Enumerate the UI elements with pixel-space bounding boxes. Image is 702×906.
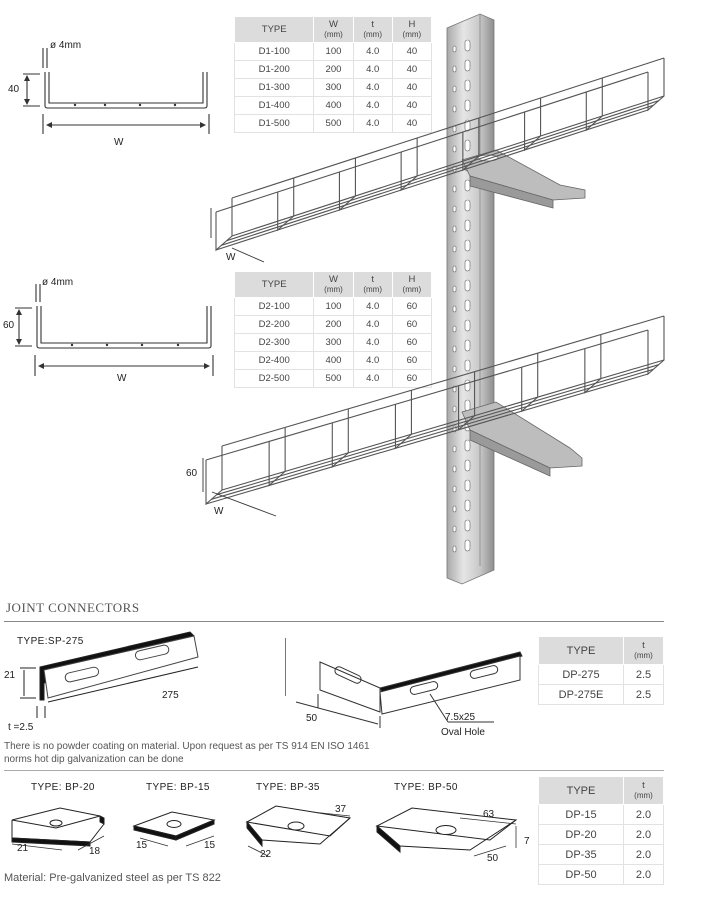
cell: D2-100 [235,298,314,316]
cell: DP-275 [539,665,624,685]
d2-col-t-label: t [371,273,374,285]
d2-col-type: TYPE [235,272,314,298]
cell: 60 [392,334,431,352]
cell: D1-100 [235,43,314,61]
cell: 400 [314,97,353,115]
cell: D1-500 [235,115,314,133]
bp20-type-label: TYPE: BP-20 [31,782,95,793]
profile-d2-width-label: W [117,373,127,384]
cell: D2-400 [235,352,314,370]
cell: 40 [392,97,431,115]
cell: 40 [392,115,431,133]
cell: D1-400 [235,97,314,115]
d2-col-h-label: H [408,273,416,285]
bp15-d1-label: 15 [136,840,148,851]
cell: DP-50 [539,865,624,885]
cell: DP-35 [539,845,624,865]
cell: 300 [314,79,353,97]
sp-height-label: 21 [4,670,16,681]
d2-col-w-unit: (mm) [324,284,343,294]
cell: 4.0 [353,43,392,61]
cell: 2.0 [624,805,664,825]
bp50-d2-label: 7 [524,836,530,847]
cell: 500 [314,115,353,133]
cell: 500 [314,370,353,388]
dp-bottom-col-type: TYPE [539,777,624,805]
cell: 400 [314,352,353,370]
cell: D2-300 [235,334,314,352]
cell: 60 [392,352,431,370]
cell: 4.0 [353,352,392,370]
cell: DP-15 [539,805,624,825]
sp-length-label: 275 [162,690,179,701]
d1-col-type: TYPE [235,17,314,43]
table-row [539,865,664,885]
cell: 2.0 [624,845,664,865]
profile-d2-wire-label: ø 4mm [42,277,74,288]
cell: 200 [314,316,353,334]
dp-top-col-t-label: t [642,639,645,651]
sp-thickness-label: t =2.5 [8,722,34,733]
bp20-d2-label: 18 [89,846,101,857]
d1-col-h-label: H [408,18,416,30]
bp50-d1-label: 63 [483,809,495,820]
bp50-d3-label: 50 [487,853,499,864]
table-row [539,805,664,825]
cell: DP-20 [539,825,624,845]
cell: 100 [314,43,353,61]
angle-length-label: 50 [306,713,318,724]
cell: 2.0 [624,865,664,885]
bp15-d2-label: 15 [204,840,216,851]
sp-type-label: TYPE:SP-275 [17,636,84,647]
cell: D1-300 [235,79,314,97]
cell: 2.5 [624,685,664,705]
bp35-type-label: TYPE: BP-35 [256,782,320,793]
tray2-w-label: W [214,506,224,517]
cell: 60 [392,298,431,316]
oval-size-label: 7.5x25 [445,712,476,723]
cell: 4.0 [353,61,392,79]
joint-connectors-title: JOINT CONNECTORS [6,600,140,615]
d1-col-t-label: t [371,18,374,30]
cell: 200 [314,61,353,79]
bp15-type-label: TYPE: BP-15 [146,782,210,793]
bp50-type-label: TYPE: BP-50 [394,782,458,793]
cell: 4.0 [353,370,392,388]
tray1-w-label: W [226,252,236,263]
profile-d2-height-label: 60 [3,320,15,331]
d1-col-w-label: W [329,18,338,30]
profile-d1-width-label: W [114,137,124,148]
d2-col-w-label: W [329,273,338,285]
d1-col-w-unit: (mm) [324,29,343,39]
cell: D2-500 [235,370,314,388]
material-note: Material: Pre-galvanized steel as per TS 822 [4,872,221,884]
tray2-h-label: 60 [186,468,198,479]
cell: 4.0 [353,115,392,133]
d2-col-t-unit: (mm) [363,284,382,294]
coating-note: There is no powder coating on material. Upon request as per TS 914 EN ISO 1461 norms hot dip galvanization can be done [4,741,370,765]
cell: D2-200 [235,316,314,334]
table-row [539,845,664,865]
bp20-d1-label: 21 [17,843,29,854]
oval-hole-label: Oval Hole [441,727,485,738]
cell: 4.0 [353,334,392,352]
cell: 100 [314,298,353,316]
cell: 40 [392,61,431,79]
dp-top-col-type: TYPE [539,637,624,665]
dp-bottom-col-t-label: t [642,779,645,791]
cell: 40 [392,79,431,97]
table-row [539,825,664,845]
cell: 2.0 [624,825,664,845]
cell: 60 [392,370,431,388]
bp35-d1-label: 37 [335,804,347,815]
cell: 4.0 [353,316,392,334]
cell: 60 [392,316,431,334]
cell: DP-275E [539,685,624,705]
bp35-d2-label: 22 [260,849,272,860]
dp-bottom-col-t [624,777,664,805]
cell: 300 [314,334,353,352]
dp-table-bottom [538,776,664,885]
cell: 4.0 [353,97,392,115]
cell: 4.0 [353,298,392,316]
profile-d1-wire-label: ø 4mm [50,40,82,51]
d1-col-h-unit: (mm) [402,29,422,39]
cell: 2.5 [624,665,664,685]
cell: 40 [392,43,431,61]
cell: D1-200 [235,61,314,79]
d2-col-h-unit: (mm) [402,284,422,294]
profile-d1-height-label: 40 [8,84,20,95]
d1-col-t-unit: (mm) [363,29,382,39]
cell: 4.0 [353,79,392,97]
dp-bottom-col-t-unit: (mm) [634,790,653,800]
dp-top-col-t-unit: (mm) [634,650,653,660]
